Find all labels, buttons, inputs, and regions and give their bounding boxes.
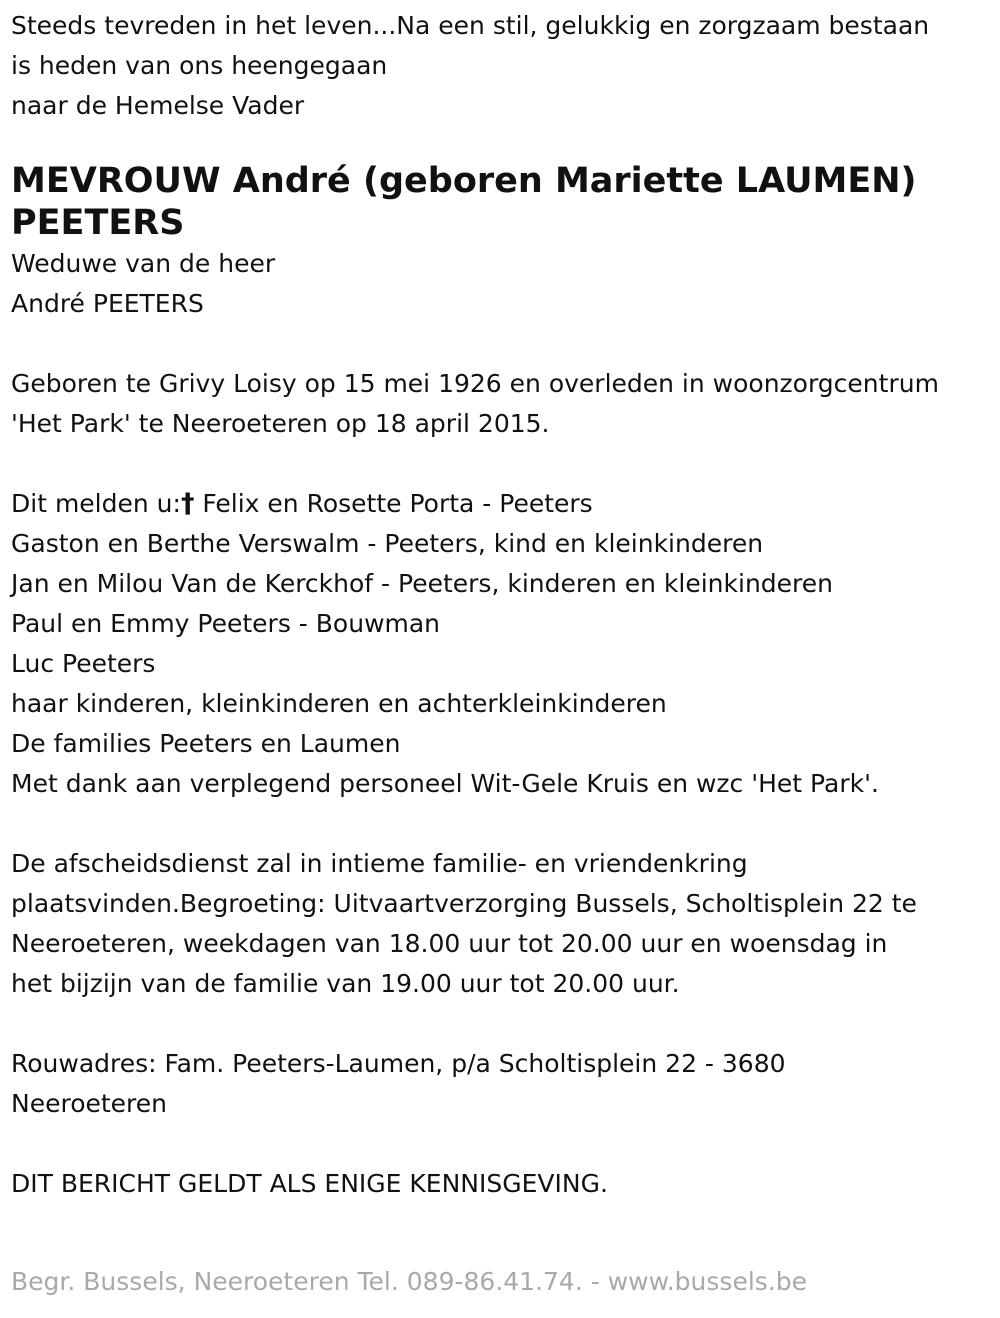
family-entry: haar kinderen, kleinkinderen en achterkleinkinderen: [11, 689, 667, 718]
family-entry: Luc Peeters: [11, 649, 156, 678]
service-line: het bijzijn van de familie van 19.00 uur tot 20.00 uur.: [11, 969, 680, 998]
birth-death-info: [11, 364, 993, 444]
birth-death-line: Geboren te Grivy Loisy op 15 mei 1926 en overleden in woonzorgcentrum: [11, 369, 939, 398]
thanks-line: Met dank aan verplegend personeel Wit-Gele Kruis en wzc 'Het Park'.: [11, 769, 879, 798]
intro-line: naar de Hemelse Vader: [11, 91, 305, 120]
family-entry: Paul en Emmy Peeters - Bouwman: [11, 609, 441, 638]
announcement-prefix: Dit melden u:: [11, 489, 181, 518]
deceased-surname: PEETERS: [11, 203, 185, 243]
address-line: Neeroeteren: [11, 1089, 168, 1118]
notice-statement: DIT BERICHT GELDT ALS ENIGE KENNISGEVING.: [11, 1169, 608, 1198]
intro-text: [11, 6, 993, 126]
widow-info: [11, 244, 993, 324]
family-entry: De families Peeters en Laumen: [11, 729, 401, 758]
cross-icon: †: [180, 488, 195, 519]
family-entry: Jan en Milou Van de Kerckhof - Peeters, kinderen en kleinkinderen: [11, 569, 833, 598]
obituary-notice: [11, 6, 993, 1204]
family-first-entry: Felix en Rosette Porta - Peeters: [194, 489, 593, 518]
intro-line: is heden van ons heengegaan: [11, 51, 388, 80]
family-entry: Gaston en Berthe Verswalm - Peeters, kind en kleinkinderen: [11, 529, 764, 558]
service-info: [11, 844, 993, 1004]
family-entry: [11, 484, 993, 524]
family-list: [11, 484, 993, 804]
deceased-name-line: MEVROUW André (geboren Mariette LAUMEN): [11, 161, 917, 201]
birth-death-line: 'Het Park' te Neeroeteren op 18 april 2015.: [11, 409, 550, 438]
address-line: Rouwadres: Fam. Peeters-Laumen, p/a Scholtisplein 22 - 3680: [11, 1049, 786, 1078]
service-line: plaatsvinden.Begroeting: Uitvaartverzorging Bussels, Scholtisplein 22 te: [11, 889, 917, 918]
husband-name: André PEETERS: [11, 289, 204, 318]
intro-line: Steeds tevreden in het leven...Na een stil, gelukkig en zorgzaam bestaan: [11, 11, 930, 40]
mourning-address: [11, 1044, 993, 1124]
deceased-name: [11, 160, 993, 244]
funeral-home-footer: Begr. Bussels, Neeroeteren Tel. 089-86.41.74. - www.bussels.be: [11, 1267, 807, 1296]
service-line: De afscheidsdienst zal in intieme familie- en vriendenkring: [11, 849, 748, 878]
service-line: Neeroeteren, weekdagen van 18.00 uur tot 20.00 uur en woensdag in: [11, 929, 888, 958]
widow-line: Weduwe van de heer: [11, 249, 276, 278]
